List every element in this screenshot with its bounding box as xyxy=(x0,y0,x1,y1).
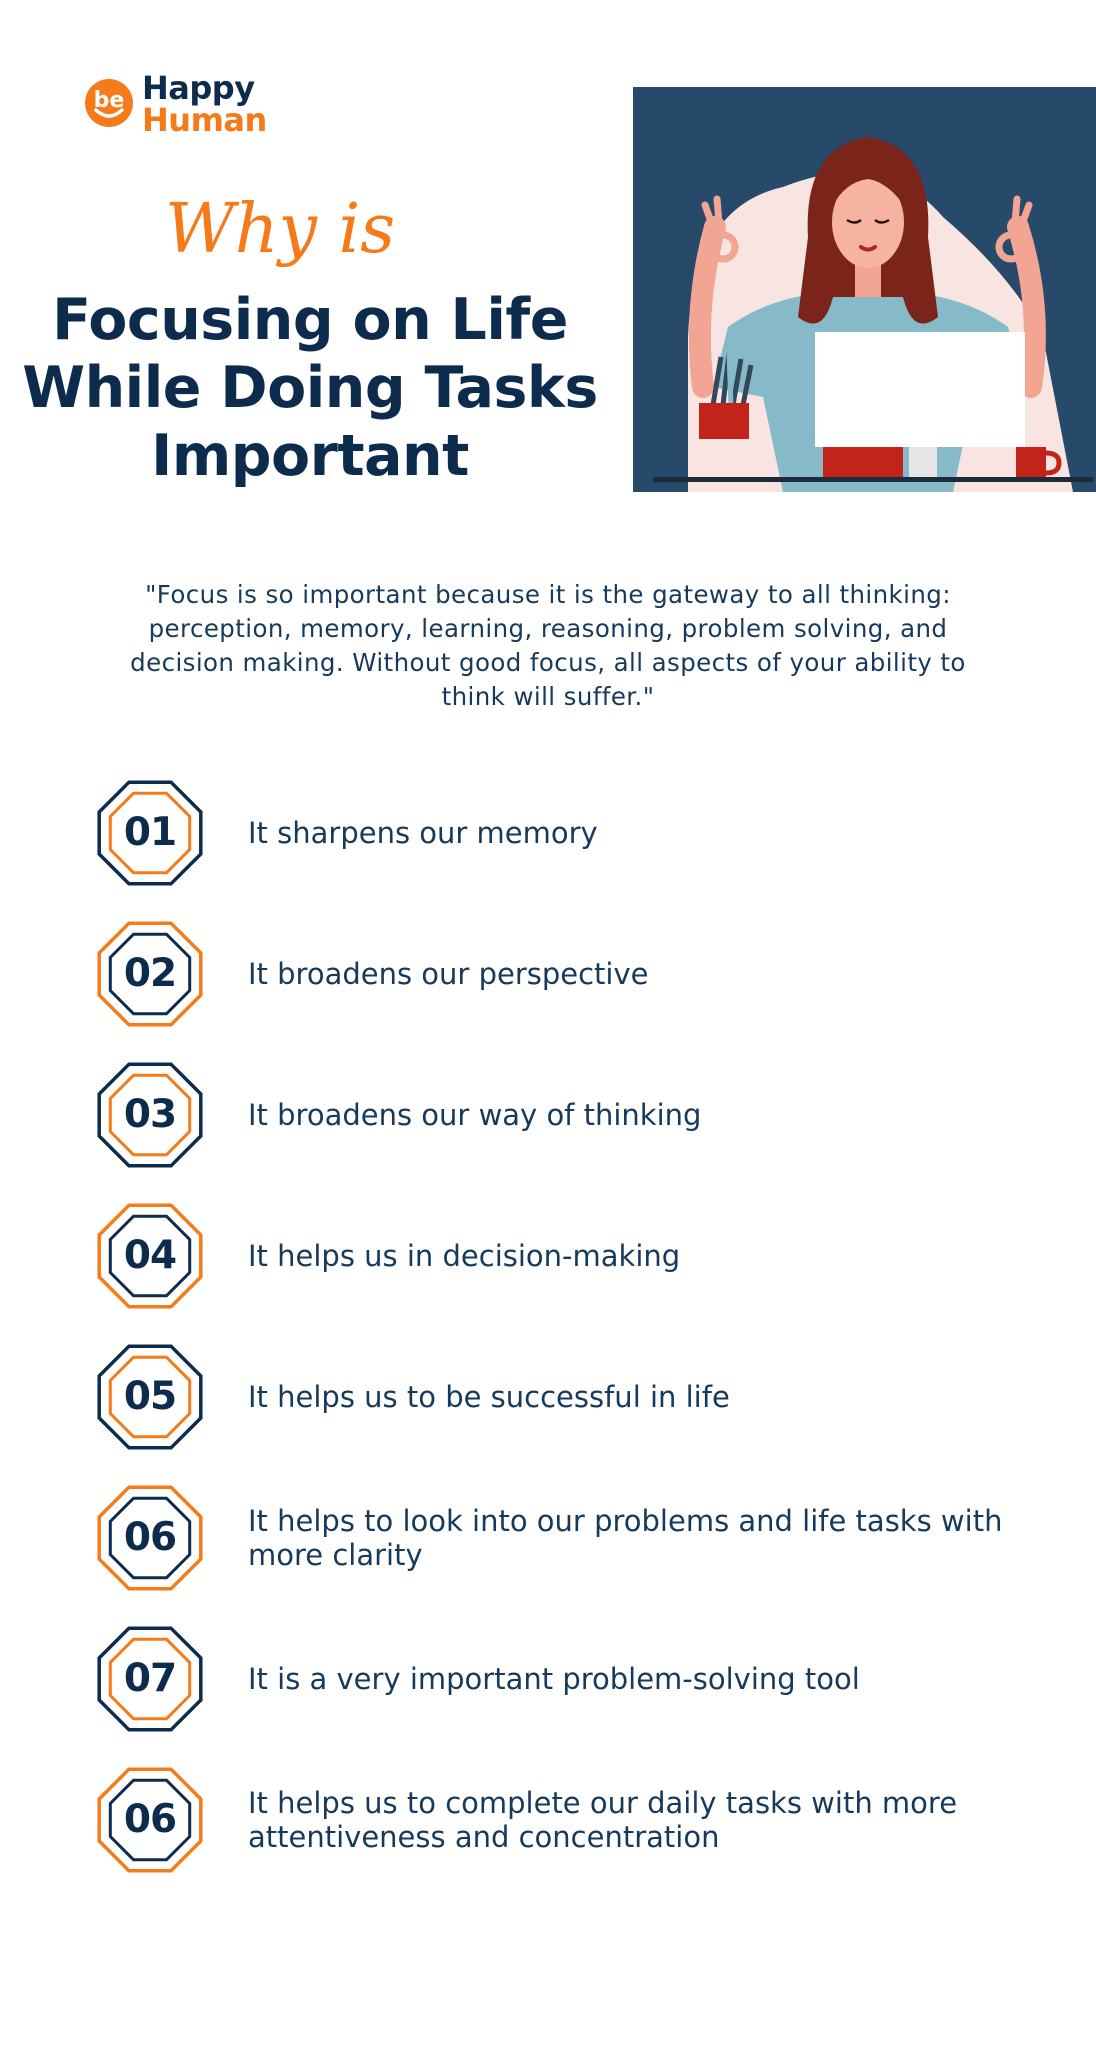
item-number: 04 xyxy=(123,1233,177,1278)
list-item xyxy=(0,920,1096,1032)
smile-logo-icon xyxy=(84,78,134,128)
list-item xyxy=(0,1484,1096,1596)
title-line-1: Focusing on Life xyxy=(52,287,568,353)
item-number: 07 xyxy=(123,1656,177,1701)
list-item xyxy=(0,779,1096,891)
item-number: 06 xyxy=(123,1515,177,1560)
item-text: It broadens our perspective xyxy=(248,957,649,991)
logo-wordmark xyxy=(142,69,267,139)
list-item xyxy=(0,1343,1096,1455)
item-number: 03 xyxy=(123,1092,177,1137)
logo-line-1: Happy xyxy=(142,69,255,107)
item-text: It helps to look into our problems and life tasks with more clarity xyxy=(248,1504,1003,1572)
item-text: It is a very important problem-solving tool xyxy=(248,1662,860,1696)
title-line-3: Important xyxy=(151,423,469,489)
logo-line-2: Human xyxy=(142,101,267,139)
list-item xyxy=(0,1625,1096,1737)
list-item xyxy=(0,1061,1096,1173)
meditating-woman-illustration xyxy=(633,87,1096,492)
item-text: It helps us to complete our daily tasks with more attentiveness and concentration xyxy=(248,1786,958,1854)
item-number: 06 xyxy=(123,1797,177,1842)
item-text: It helps us in decision-making xyxy=(248,1239,681,1273)
logo-badge-text: be xyxy=(93,88,125,113)
meditation-scene-icon xyxy=(633,87,1096,492)
item-text: It helps us to be successful in life xyxy=(248,1380,730,1414)
title-line-2: While Doing Tasks xyxy=(22,355,598,421)
list-item xyxy=(0,1202,1096,1314)
item-text: It sharpens our memory xyxy=(248,816,598,850)
list-item xyxy=(0,1766,1096,1878)
item-number: 02 xyxy=(123,951,177,996)
page-title xyxy=(20,286,600,490)
item-number: 01 xyxy=(123,810,177,855)
brand-logo xyxy=(84,69,284,139)
item-text: It broadens our way of thinking xyxy=(248,1098,702,1132)
kicker-text: Why is xyxy=(164,190,396,269)
item-number: 05 xyxy=(123,1374,177,1419)
focus-quote: "Focus is so important because it is the gateway to all thinking: perception, memory, learning, reasoning, problem solving, and decision making. Without good focus, all aspects of your ability to think will suffer." xyxy=(130,580,966,711)
